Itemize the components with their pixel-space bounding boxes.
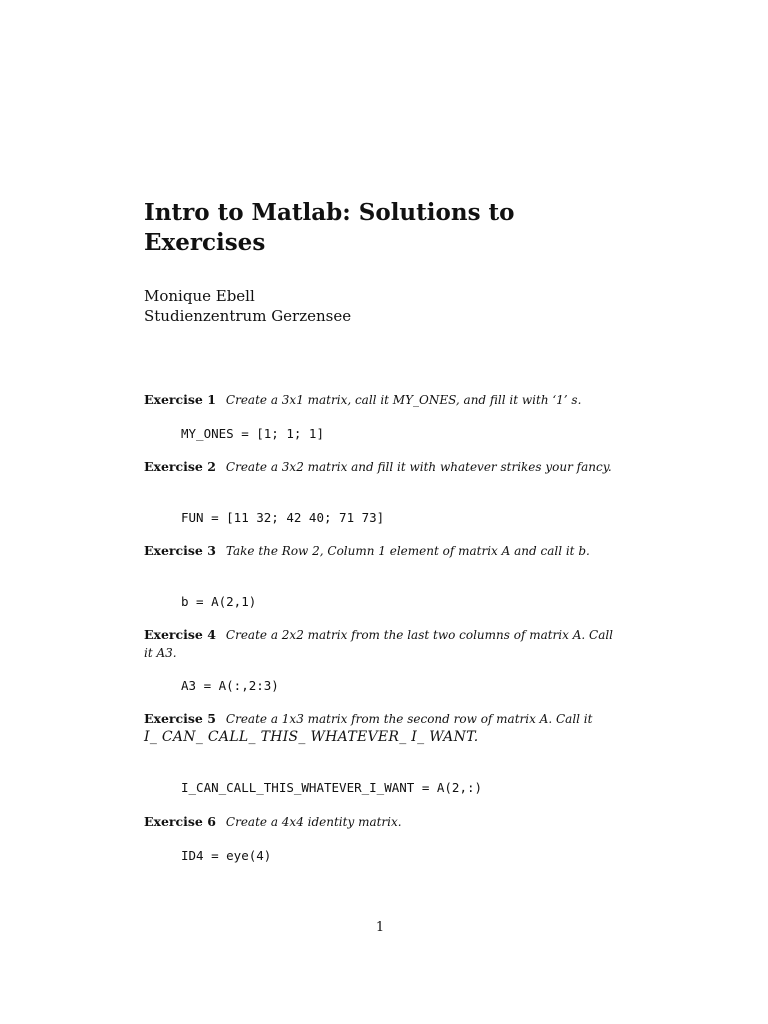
exercise-heading: Exercise 2 — [144, 459, 216, 474]
exercise-6 — [144, 813, 618, 831]
exercise-text: Create a 2x2 matrix from the last two columns of matrix A. Call it A3. — [144, 628, 614, 660]
document-title: Intro to Matlab: Solutions to Exercises — [144, 199, 515, 256]
exercise-2 — [144, 458, 618, 476]
exercise-6-code: ID4 = eye(4) — [181, 848, 272, 863]
author-name: Monique Ebell — [144, 287, 255, 305]
exercise-text: Create a 3x1 matrix, call it MY_ONES, and fill it with ‘1’ s. — [225, 393, 582, 407]
exercise-text: Take the Row 2, Column 1 element of matrix A and call it b. — [225, 544, 590, 558]
exercise-1 — [144, 391, 618, 409]
exercise-heading: Exercise 6 — [144, 814, 216, 829]
exercise-heading: Exercise 3 — [144, 543, 216, 558]
author-block — [144, 286, 351, 326]
exercise-4-code: A3 = A(:,2:3) — [181, 678, 279, 693]
exercise-heading: Exercise 4 — [144, 627, 216, 642]
page-number: 1 — [375, 920, 385, 935]
exercise-5 — [144, 710, 618, 746]
exercise-text: Create a 1x3 matrix from the second row of matrix A. Call it — [225, 712, 593, 726]
exercise-variable-name: I_ CAN_ CALL_ THIS_ WHATEVER_ I_ WANT. — [144, 729, 479, 745]
author-affiliation: Studienzentrum Gerzensee — [144, 307, 352, 325]
exercise-5-code: I_CAN_CALL_THIS_WHATEVER_I_WANT = A(2,:) — [181, 780, 483, 795]
exercise-4 — [144, 626, 618, 662]
exercise-heading: Exercise 5 — [144, 711, 216, 726]
exercise-2-code: FUN = [11 32; 42 40; 71 73] — [181, 510, 385, 525]
exercise-1-code: MY_ONES = [1; 1; 1] — [181, 426, 324, 441]
exercise-text: Create a 4x4 identity matrix. — [225, 815, 402, 829]
exercise-text: Create a 3x2 matrix and fill it with whatever strikes your fancy. — [225, 460, 612, 474]
exercise-heading: Exercise 1 — [144, 392, 216, 407]
exercise-3 — [144, 542, 618, 560]
exercise-3-code: b = A(2,1) — [181, 594, 257, 609]
